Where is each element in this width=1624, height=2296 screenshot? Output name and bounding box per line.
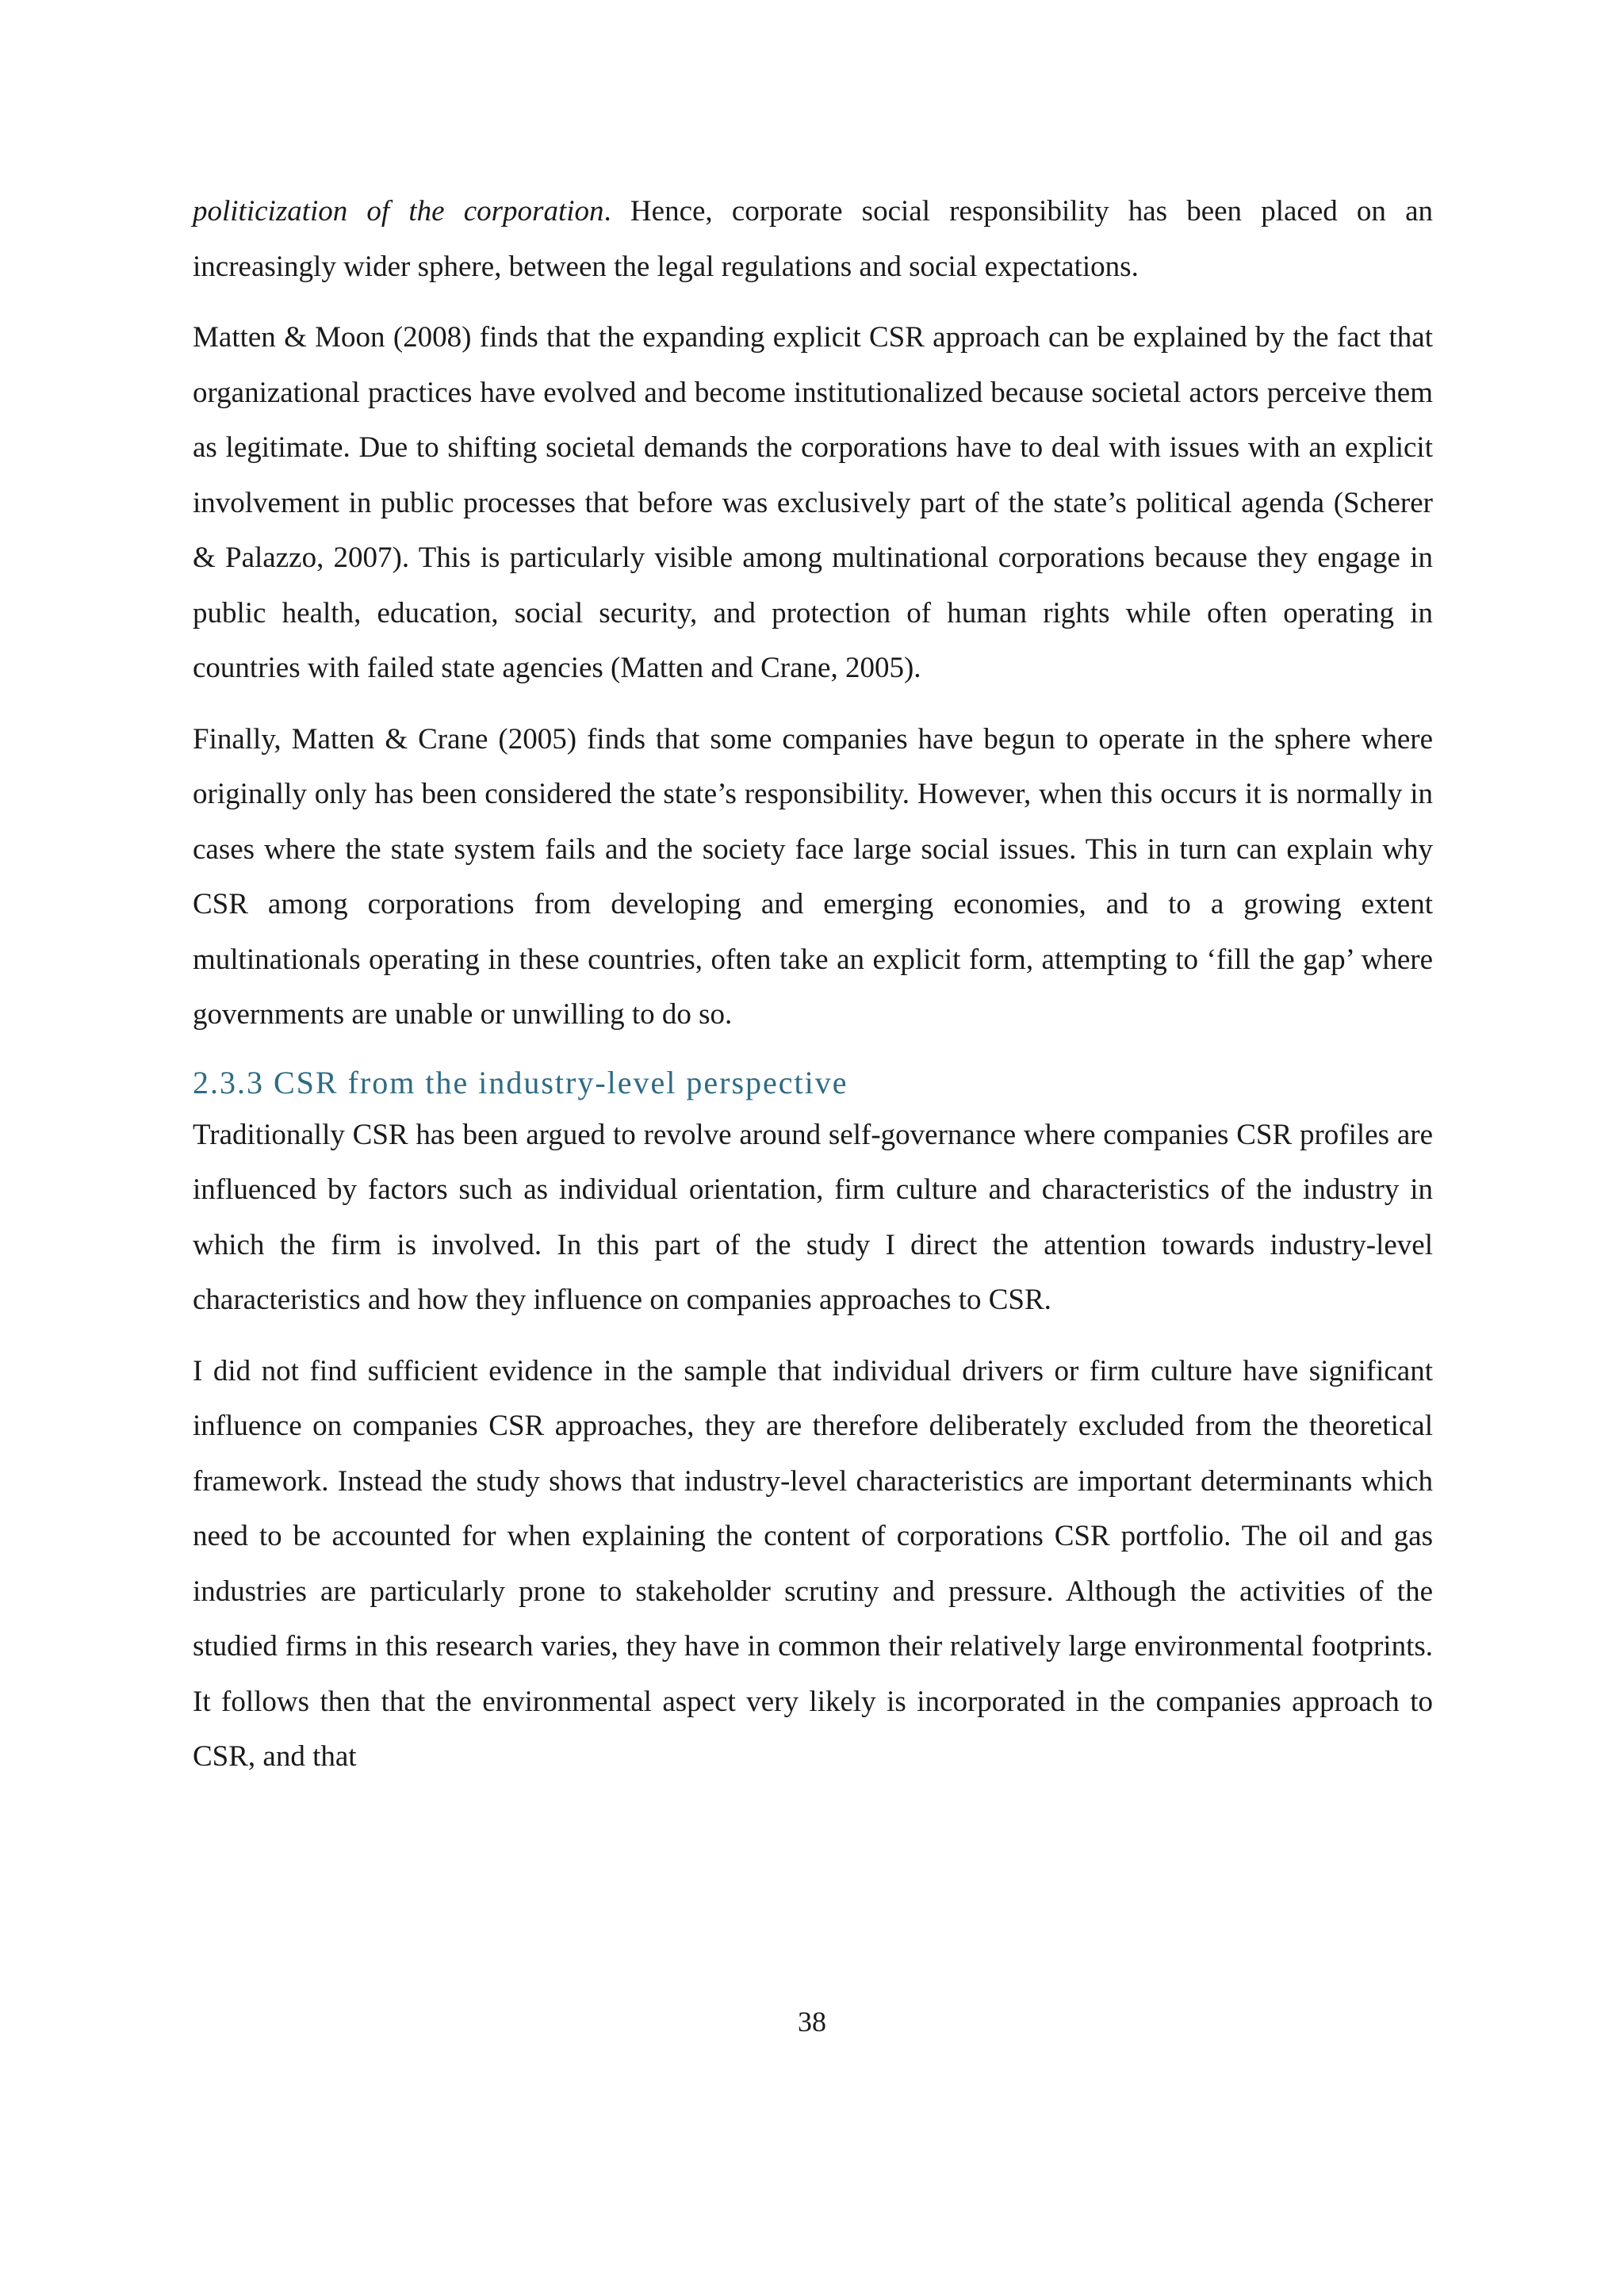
- section-heading: 2.3.3 CSR from the industry-level perspective: [193, 1064, 848, 1100]
- italic-lead-text: politicization of the corporation: [193, 195, 604, 228]
- paragraph-evidence: I did not find sufficient evidence in the sample that individual drivers or firm culture have significant influence on companies CSR approaches, they are therefore deliberately excluded from the theoretical framework. Instead the study shows that industry-level characteristics are important determinants which need to be accounted for when explaining the content of corporations CSR portfolio. The oil and gas industries are particularly prone to stakeholder scrutiny and pressure. Although the activities of the studied firms in this research varies, they have in common their relatively large environmental footprints. It follows then that the environmental aspect very likely is incorporated in the companies approach to CSR, and that: [193, 1354, 1433, 1773]
- paragraph-politicization: [193, 184, 1433, 294]
- page-number: 38: [798, 2006, 826, 2038]
- paragraph-matten-crane: Finally, Matten & Crane (2005) finds that some companies have begun to operate in the sphere where originally only has been considered the state’s responsibility. However, when this occurs it is normally in cases where the state system fails and the society face large social issues. This in turn can explain why CSR among corporations from developing and emerging economies, and to a growing extent multinationals operating in these countries, often take an explicit form, attempting to ‘fill the gap’ where governments are unable or unwilling to do so.: [193, 722, 1433, 1031]
- paragraph-traditionally: Traditionally CSR has been argued to revolve around self-governance where companies CSR profiles are influenced by factors such as individual orientation, firm culture and characteristics of the industry in which the firm is involved. In this part of the study I direct the attention towards industry-level characteristics and how they influence on companies approaches to CSR.: [193, 1118, 1433, 1316]
- page-body: [193, 184, 1433, 1800]
- paragraph-text: . Hence, corporate social responsibility has been placed on an increasingly wider sphere, between the legal regulations and social expectations.: [193, 195, 1433, 283]
- paragraph-matten-moon: Matten & Moon (2008) finds that the expanding explicit CSR approach can be explained by the fact that organizational practices have evolved and become institutionalized because societal actors perceive them as legitimate. Due to shifting societal demands the corporations have to deal with issues with an explicit involvement in public processes that before was exclusively part of the state’s political agenda (Scherer & Palazzo, 2007). This is particularly visible among multinational corporations because they engage in public health, education, social security, and protection of human rights while often operating in countries with failed state agencies (Matten and Crane, 2005).: [193, 321, 1433, 684]
